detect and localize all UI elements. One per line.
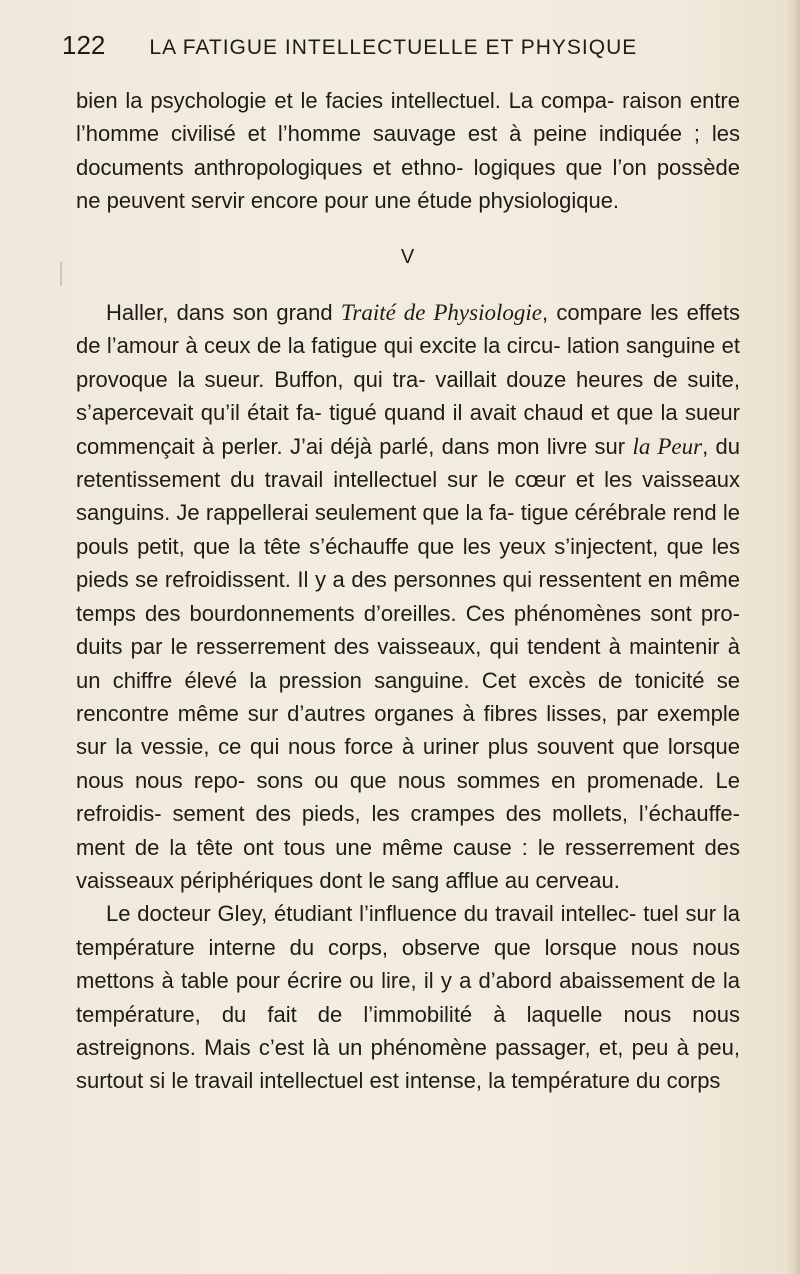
paragraph-2-middle: , compare les effets de l’amour à ceux de la fatigue qui excite la circu- lation sanguine et provoque la sueur. Buffon, qui tra- vaillait douze heures de suite, s’apercevait qu’il était fa- tigué quand il avait chaud et que la sueur commençait à perler. J’ai déjà parlé, dans mon livre sur	[76, 300, 740, 459]
paragraph-2-end: , du retentissement du travail intellectuel sur le cœur et les vaisseaux sanguins. Je rappellerai seulement que la fa- tigue cérébrale rend le pouls petit, que la tête s’échauffe que les yeux s’injectent, que les pieds se refroidissent. Il y a des personnes qui ressentent en même temps des bourdonnements d’oreilles. Ces phénomènes sont pro- duits par le resserrement des vaisseaux, qui tendent à maintenir à un chiffre élevé la pression sanguine. Cet excès de tonicité se rencontre même sur d’autres organes à fibres lisses, par exemple sur la vessie, ce qui nous force à uriner plus souvent que lorsque nous nous repo- sons ou que nous sommes en promenade. Le refroidis- sement des pieds, les crampes des mollets, l’échauffe- ment de la tête ont tous une même cause : le resserrement des vaisseaux périphériques dont le sang afflue au cerveau.	[76, 433, 740, 893]
page-edge-shadow	[786, 0, 800, 1274]
scan-artifact	[60, 262, 62, 286]
book-title-peur: la Peur	[632, 433, 703, 459]
paragraph-3: Le docteur Gley, étudiant l’influence du travail intellec- tuel sur la température interne du corps, observe que lorsque nous nous mettons à table pour écrire ou lire, il y a d’abord abaissement de la température, du fait de l’immobilité à laquelle nous nous astreignons. Mais c’est là un phénomène passager, et, peu à peu, surtout si le travail intellectuel est intense, la température du corps	[76, 901, 740, 1094]
running-title: LA FATIGUE INTELLECTUELLE ET PHYSIQUE	[149, 36, 638, 59]
body-text	[76, 84, 740, 1098]
section-numeral: V	[400, 245, 416, 268]
paragraph-2-start: Haller, dans son grand	[106, 300, 341, 326]
running-header	[62, 30, 742, 66]
page-number: 122	[62, 30, 106, 60]
book-title-traite: Traité de Physiologie	[340, 300, 542, 326]
paragraph-1: bien la psychologie et le facies intellectuel. La compa- raison entre l’homme civilisé et l’homme sauvage est à peine indiquée ; les documents anthropologiques et ethno- logiques que l’on possède ne peuvent servir encore pour une étude physiologique.	[76, 88, 740, 214]
paragraph-2	[76, 296, 740, 897]
